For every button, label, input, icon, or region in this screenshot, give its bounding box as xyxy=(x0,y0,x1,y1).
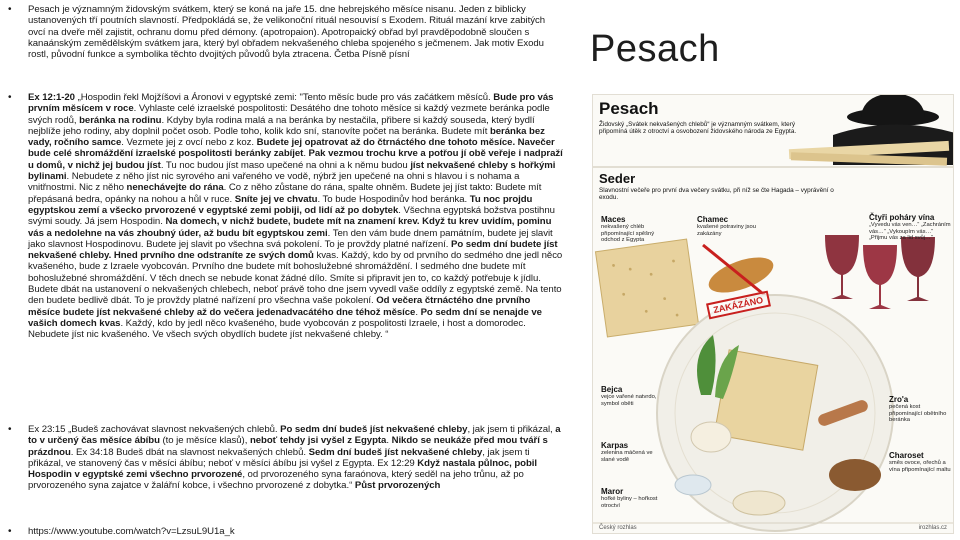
text-segment: , jak jsem ti přikázal, xyxy=(467,424,556,435)
poster-section-maces xyxy=(601,215,665,244)
text-segment: „Hospodin řekl Mojžíšovi a Áronovi v egyptské zemi: "Tento měsíc bude pro vás začátkem měsíců. xyxy=(74,92,494,103)
poster-section-karpas xyxy=(601,441,657,463)
bold-text-segment: beránka bez vady, ročního samce xyxy=(28,125,545,149)
poster-section-chamec xyxy=(697,215,777,237)
bullet-paragraph xyxy=(28,92,564,341)
section-text: kvašené potraviny jsou zakázány xyxy=(697,224,756,237)
section-heading: Maces xyxy=(601,215,626,224)
section-text: „Vyvedu vás ven…“ „Zachráním vás…“ „Vykoupím vás…“ „Přijmu vás za lid svůj…“ xyxy=(869,222,951,242)
section-heading: Zro'a xyxy=(889,395,909,404)
forbidden-stamp: ZAKÁZÁNO xyxy=(706,291,770,320)
section-heading: Chamec xyxy=(697,215,729,224)
text-segment: . Ex 34:18 Budeš dbát na slavnost nekvašených chlebů. xyxy=(70,446,309,458)
bold-text-segment: Nikdo se neukáže před mou tváří s prázdnou xyxy=(28,435,548,458)
text-segment: . Ten den vám bude dnem památním, budete jej slavit jako slavnost Hospodinovu. Budete jej slavit po všechna svá pokolení. To je provždy platné nařízení. xyxy=(28,227,553,250)
section-text: hořké byliny – hořkost otroctví xyxy=(601,496,658,509)
text-segment: . Každý, kdo by jedl něco kvašeného, bude vyobcován z pospolitosti Izraele, i host a domorodec. Nebudete jíst nic kvašeného. Ve všech svých obydlích budete jíst nekvašené chleby. “ xyxy=(28,317,526,341)
bullet-intro xyxy=(6,4,564,60)
section-text: vejce vařené natvrdo, symbol oběti xyxy=(601,394,657,407)
poster-seder-subtitle: Slavnostní večeře pro první dva večery svátku, při níž se čte Hagada – vyprávění o exodu. xyxy=(599,187,834,202)
text-segment: https://www.youtube.com/watch?v=LzsuL9U1a_k xyxy=(28,526,235,537)
poster-seder-title: Seder xyxy=(599,171,636,186)
bold-text-segment: jíst nekvašené chleby s hořkými bylinami xyxy=(28,159,556,183)
text-segment: . Vyhlaste celé izraelské pospolitosti: Desátého dne tohoto měsíce si každý vezmete beránka podle svých rodů, xyxy=(28,103,550,126)
poster-footer-site: irozhlas.cz xyxy=(918,525,947,531)
poster-section-maror xyxy=(601,487,661,509)
slide-title: Pesach xyxy=(590,28,720,70)
text-segment: Ex 23:15 „Budeš zachovávat slavnost nekvašených chlebů. xyxy=(28,424,281,435)
text-segment: . Všechna egyptská božstva postihnu svými soudy. Já jsem Hospodin. xyxy=(28,204,555,228)
text-segment: . Co z něho zůstane do rána, spalte ohněm. Budete jej jíst takto: Budete mít přepásaná bedra, opánky na nohou a hůl v ruce. xyxy=(28,182,542,205)
bold-text-segment: Po sedm dní budete jíst nekvašené chleby. Hned prvního dne odstraníte ze svých domů xyxy=(28,238,558,262)
bold-text-segment: beránka na rodinu xyxy=(79,114,162,126)
poster-footer-source: Český rozhlas xyxy=(599,525,637,531)
bullet-exodus-23 xyxy=(6,424,564,492)
bold-text-segment: neboť tehdy jsi vyšel z Egypta xyxy=(249,435,387,447)
section-heading: Maror xyxy=(601,487,624,496)
pesach-infographic xyxy=(592,94,954,534)
section-heading: Čtyři poháry vína xyxy=(869,213,935,222)
text-segment: (to je měsíce klasů), xyxy=(159,435,250,447)
bold-text-segment: Na domech, v nichž budete, budete mít na znamení krev. Když tu krev uvidím, pominu vás a nedolehne na vás zhoubný úder, až budu bít egyptskou zemi xyxy=(28,216,552,239)
bullet-paragraph xyxy=(28,424,564,492)
bullet-exodus-12 xyxy=(6,92,564,341)
youtube-link[interactable] xyxy=(28,526,564,537)
text-segment: . xyxy=(303,148,309,160)
bullet-link[interactable] xyxy=(6,526,564,537)
bold-text-segment: Budete jej opatrovat až do čtrnáctého dne tohoto měsíce. Navečer bude celé shromáždění izraelské pospolitosti beránky zabíjet xyxy=(28,137,555,160)
section-text: nekvašený chléb připomínající spěšný odchod z Egypta xyxy=(601,224,655,244)
section-heading: Karpas xyxy=(601,441,629,450)
bold-text-segment: Ex 12:1-20 xyxy=(28,92,75,103)
section-text: směs ovoce, ořechů a vína připomínající maltu xyxy=(889,460,951,473)
bullet-paragraph xyxy=(28,4,564,60)
text-segment: Pesach je významným židovským svátkem, který se koná na jaře 15. dne hebrejského měsíce nisanu. Jeden z biblicky ustanovených tří poutních slavností. Předpokládá se, že velikonoční rituál nesouvisí s Exodem. Rituál mazání krve zabitých ovcí na dveře měl zajistit, ochranu domu před démony. (apotropaion). Apotropaický obřad byl pravděpodobně sloučen s kanaánským zemědělským svátkem jara, který byl obřadem nekvašeného chleba spojeného s ječmenem. Jak motiv Exodu rostl, původní funkce a symbolika těchto dvojitých původů byla ztracena. Četba Písně písní xyxy=(28,4,546,61)
section-text: zelenina máčená ve slané vodě xyxy=(601,450,653,463)
text-segment: . Tu noc budou jíst maso upečené na ohni a k němu budou xyxy=(160,159,411,171)
bold-text-segment: Půst prvorozených xyxy=(354,480,441,492)
section-heading: Charoset xyxy=(889,451,924,460)
poster-section-zroa xyxy=(889,395,951,424)
bold-text-segment: Sedm dní budeš jíst nekvašené chleby xyxy=(308,446,483,458)
poster-section-wine xyxy=(869,213,951,242)
section-text: pečená kost připomínající obětního beránka xyxy=(889,404,947,424)
text-segment: . Nebudete z něho jíst nic syrového ani vařeného ve vodě, nýbrž jen upečené na ohni s hlavou i s nohama a vnitřnostmi. Nic z něho xyxy=(28,171,520,194)
bold-text-segment: Od večera čtrnáctého dne prvního měsíce budete jíst nekvašené chleby až do večera jedenadvacátého dne téhož měsíce xyxy=(28,295,531,318)
text-segment: , jak jsem ti přikázal, ve stanovený čas v měsíci ábíbu; neboť v měsíci ábíbu jsi vyšel z Egypta. Ex 12:29 xyxy=(28,446,530,469)
text-segment: . xyxy=(415,306,421,318)
bold-text-segment: Tu noc projdu egyptskou zemí a všecko prvorozené v egyptské zemi pobiji, od lidí až po dobytek xyxy=(28,193,533,216)
bullet-marker: • xyxy=(8,4,12,15)
section-heading: Bejca xyxy=(601,385,623,394)
text-segment: , od prvorozeného syna faraónova, který seděl na jeho trůnu, až po prvorozeného syna zajatce v žalářní kobce, i všechno prvorozené z dobytka.“ xyxy=(28,469,524,492)
poster-section-charoset xyxy=(889,451,951,473)
bold-text-segment: Pak vezmou trochu krve a potřou jí obě veřeje i nadpraží u domů, v nichž jej budou jíst xyxy=(28,148,563,171)
text-segment: . Kdyby byla rodina malá a na beránka by nestačila, přibere si každý souseda, který bydlí nejblíže jeho rodiny, aby doplnil počet osob. Podle toho, kolik kdo sní, stanovíte počet na beránka. Budete mít xyxy=(28,114,535,137)
text-segment: kvas. Každý, kdo by od prvního do sedmého dne jedl něco kvašeného, bude z Izraele vyobcován. Prvního dne budete mít bohoslužebné shromáždění. I sedmého dne budete mít bohoslužebné shromáždění. V těch dnech se nebude konat žádné dílo. Smíte si připravit jen to, co každý potřebuje k jídlu. Budete dbát na ustanovení o nekvašených chlebech, neboť právě toho dne jsem vyvedl vaše oddíly z egyptské země. Na tento den budete bedlivě dbát. To je provždy platné nařízení pro všechna vaše pokolení. xyxy=(28,250,563,307)
text-segment: . xyxy=(386,435,392,447)
bold-text-segment: Po sedm dní se nenajde ve vašich domech kvas xyxy=(28,306,542,329)
bullet-marker: • xyxy=(8,526,12,537)
bullet-marker: • xyxy=(8,424,12,435)
bullet-marker: • xyxy=(8,92,12,103)
poster-subtitle: Židovský „Svátek nekvašených chlebů“ je významným svátkem, který připomíná útěk z otroctví a osvobození židovského národa ze Egypta. xyxy=(599,121,797,136)
slide-text-column xyxy=(6,2,564,538)
poster-section-bejca xyxy=(601,385,657,407)
text-segment: . To bude Hospodinův hod beránka. xyxy=(317,193,470,205)
bold-text-segment: Bude pro vás prvním měsícem v roce xyxy=(28,92,554,115)
bold-text-segment: Sníte jej ve chvatu xyxy=(234,193,318,205)
bold-text-segment: Po sedm dní budeš jíst nekvašené chleby xyxy=(280,424,468,435)
poster-title: Pesach xyxy=(599,99,659,118)
bold-text-segment: a to v určený čas měsíce ábíbu xyxy=(28,424,561,447)
bold-text-segment: Když nastala půlnoc, pobil Hospodin v egyptské zemi všechno prvorozené xyxy=(28,457,537,481)
text-segment: . Vezmete jej z ovcí nebo z koz. xyxy=(121,137,257,149)
bold-text-segment: nenechávejte do rána xyxy=(126,182,224,194)
